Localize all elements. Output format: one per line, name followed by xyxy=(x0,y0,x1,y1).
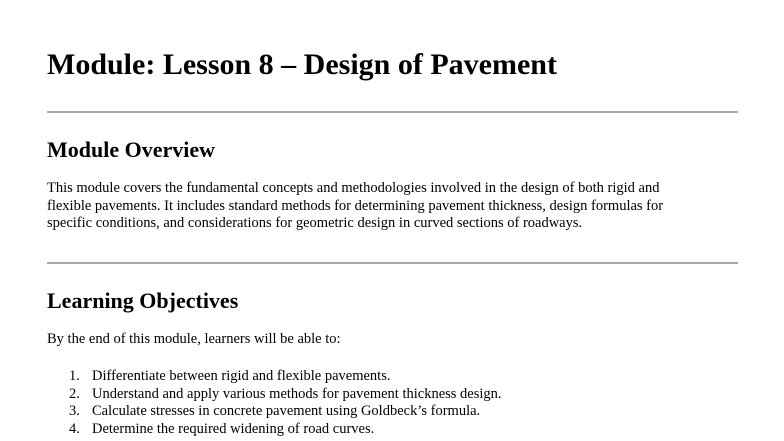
list-item-number: 1. xyxy=(69,368,80,384)
list-item-text: Calculate stresses in concrete pavement using Goldbeck’s formula. xyxy=(92,403,481,419)
list-item-number: 3. xyxy=(69,403,80,419)
section-divider xyxy=(47,111,738,113)
page-title: Module: Lesson 8 – Design of Pavement xyxy=(47,48,557,81)
list-item-text: Determine the required widening of road curves. xyxy=(92,420,375,437)
list-item-number: 2. xyxy=(69,385,80,402)
overview-line: specific conditions, and considerations for geometric design in curved sections of roadways. xyxy=(47,215,583,231)
list-item-text: Differentiate between rigid and flexible pavements. xyxy=(92,368,391,384)
list-item-text: Understand and apply various methods for pavement thickness design. xyxy=(92,385,502,402)
document-page xyxy=(47,0,738,441)
section-divider xyxy=(47,262,738,264)
objectives-intro: By the end of this module, learners will be able to: xyxy=(47,331,341,347)
overview-paragraph xyxy=(47,180,738,233)
objectives-heading: Learning Objectives xyxy=(47,288,239,313)
list-item-number: 4. xyxy=(69,420,80,437)
overview-heading: Module Overview xyxy=(47,137,216,162)
overview-line: This module covers the fundamental concepts and methodologies involved in the design of both rigid and xyxy=(47,180,660,196)
overview-line: flexible pavements. It includes standard methods for determining pavement thickness, design formulas for xyxy=(47,197,664,214)
